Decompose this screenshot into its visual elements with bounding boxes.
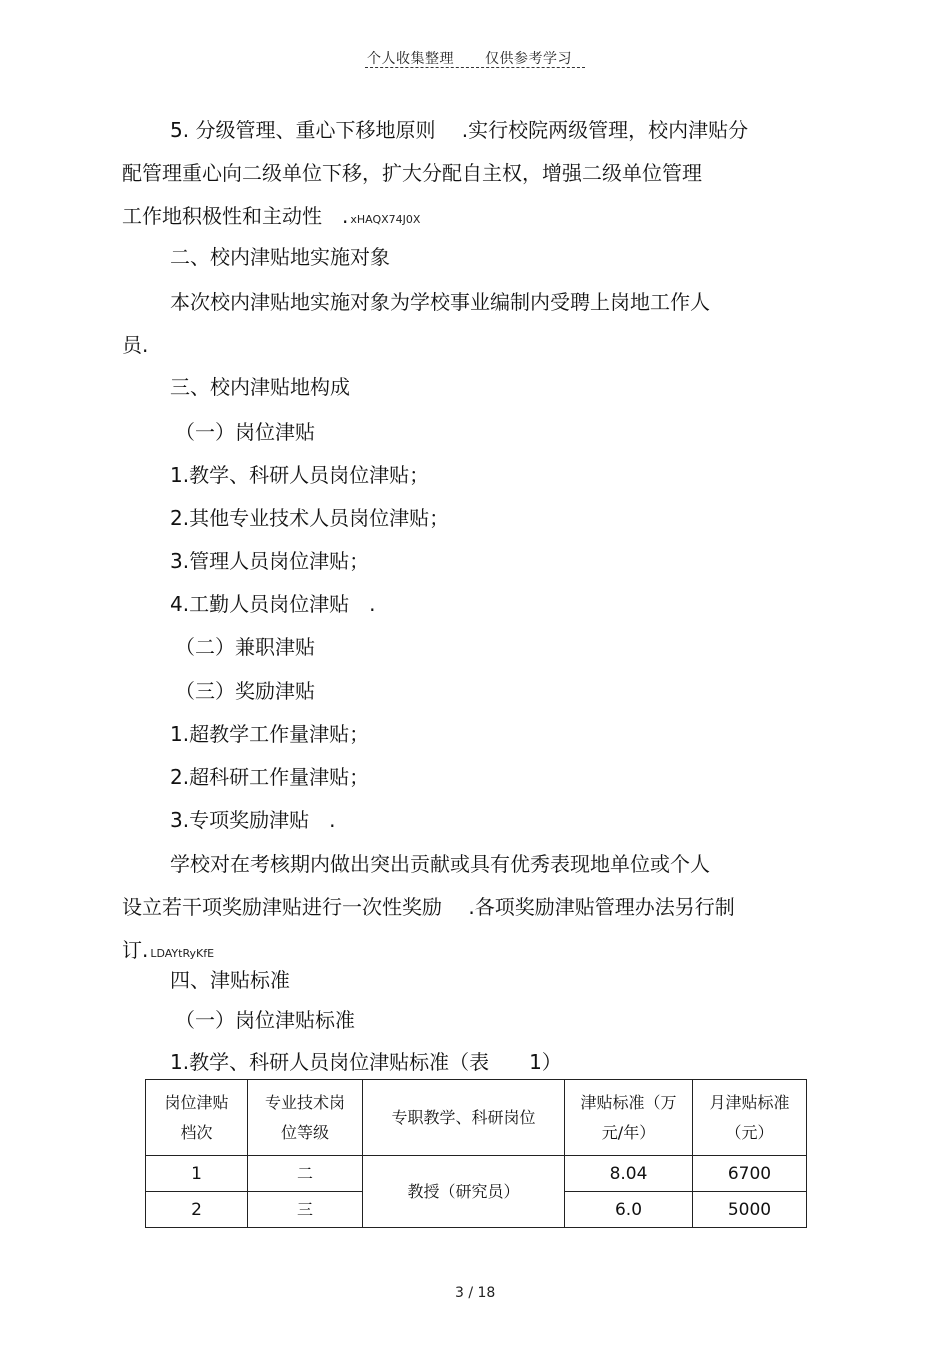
page-header xyxy=(365,46,585,68)
list-item-7: 3.专项奖励津贴 . xyxy=(170,808,336,832)
paragraph-3-line-3 xyxy=(122,936,214,968)
watermark-code-2: LDAYtRyKfE xyxy=(150,947,215,960)
table-header-row xyxy=(146,1080,807,1156)
allowance-table xyxy=(145,1079,807,1228)
header-left-text: 个人收集整理 xyxy=(367,51,454,67)
table-row xyxy=(146,1156,807,1192)
header-cell-monthly: 月津贴标准 （元） xyxy=(693,1080,807,1156)
header-rule xyxy=(365,67,585,68)
page-number: 3 / 18 xyxy=(455,1285,496,1301)
cell-level: 三 xyxy=(248,1192,363,1228)
list-item-5: 1.超教学工作量津贴； xyxy=(170,722,370,746)
cell-monthly: 5000 xyxy=(693,1192,807,1228)
cell-level: 二 xyxy=(248,1156,363,1192)
cell-grade: 1 xyxy=(146,1156,248,1192)
section-4-heading: 四、津贴标准 xyxy=(170,968,290,992)
list-item-2: 2.其他专业技术人员岗位津贴； xyxy=(170,506,450,530)
header-cell-annual: 津贴标准（万 元/年） xyxy=(565,1080,693,1156)
paragraph-3-line-1: 学校对在考核期内做出突出贡献或具有优秀表现地单位或个人 xyxy=(170,852,710,876)
paragraph-2-line-1: 本次校内津贴地实施对象为学校事业编制内受聘上岗地工作人 xyxy=(170,290,710,314)
watermark-code-1: xHAQX74J0X xyxy=(350,213,421,226)
table-caption: 1.教学、科研人员岗位津贴标准（表 1） xyxy=(170,1050,562,1074)
subsection-3-heading: （三）奖励津贴 xyxy=(175,679,315,703)
subsection-4-heading: （一）岗位津贴标准 xyxy=(175,1008,355,1032)
list-item-6: 2.超科研工作量津贴； xyxy=(170,765,370,789)
cell-annual: 8.04 xyxy=(565,1156,693,1192)
section-2-heading: 二、校内津贴地实施对象 xyxy=(170,245,390,269)
paragraph-3-line-3-text: 订. xyxy=(122,938,149,962)
header-cell-level: 专业技术岗 位等级 xyxy=(248,1080,363,1156)
cell-monthly: 6700 xyxy=(693,1156,807,1192)
cell-grade: 2 xyxy=(146,1192,248,1228)
header-cell-post: 专职教学、科研岗位 xyxy=(363,1080,565,1156)
header-cell-grade: 岗位津贴 档次 xyxy=(146,1080,248,1156)
section-3-heading: 三、校内津贴地构成 xyxy=(170,375,350,399)
paragraph-1-line-3-text: 工作地积极性和主动性 . xyxy=(122,204,349,228)
list-item-4: 4.工勤人员岗位津贴 . xyxy=(170,592,376,616)
header-right-text: 仅供参考学习 xyxy=(485,51,572,67)
list-item-1: 1.教学、科研人员岗位津贴； xyxy=(170,463,430,487)
paragraph-1-line-1: 5. 分级管理、重心下移地原则 .实行校院两级管理，校内津贴分 xyxy=(170,118,749,142)
list-item-3: 3.管理人员岗位津贴； xyxy=(170,549,370,573)
paragraph-3-line-2: 设立若干项奖励津贴进行一次性奖励 .各项奖励津贴管理办法另行制 xyxy=(122,895,735,919)
paragraph-1-line-3 xyxy=(122,202,420,234)
subsection-1-heading: （一）岗位津贴 xyxy=(175,420,315,444)
paragraph-1-line-2: 配管理重心向二级单位下移，扩大分配自主权，增强二级单位管理 xyxy=(122,161,702,185)
cell-post-merged: 教授（研究员） xyxy=(363,1156,565,1228)
subsection-2-heading: （二）兼职津贴 xyxy=(175,635,315,659)
cell-annual: 6.0 xyxy=(565,1192,693,1228)
paragraph-2-line-2: 员. xyxy=(122,333,149,357)
